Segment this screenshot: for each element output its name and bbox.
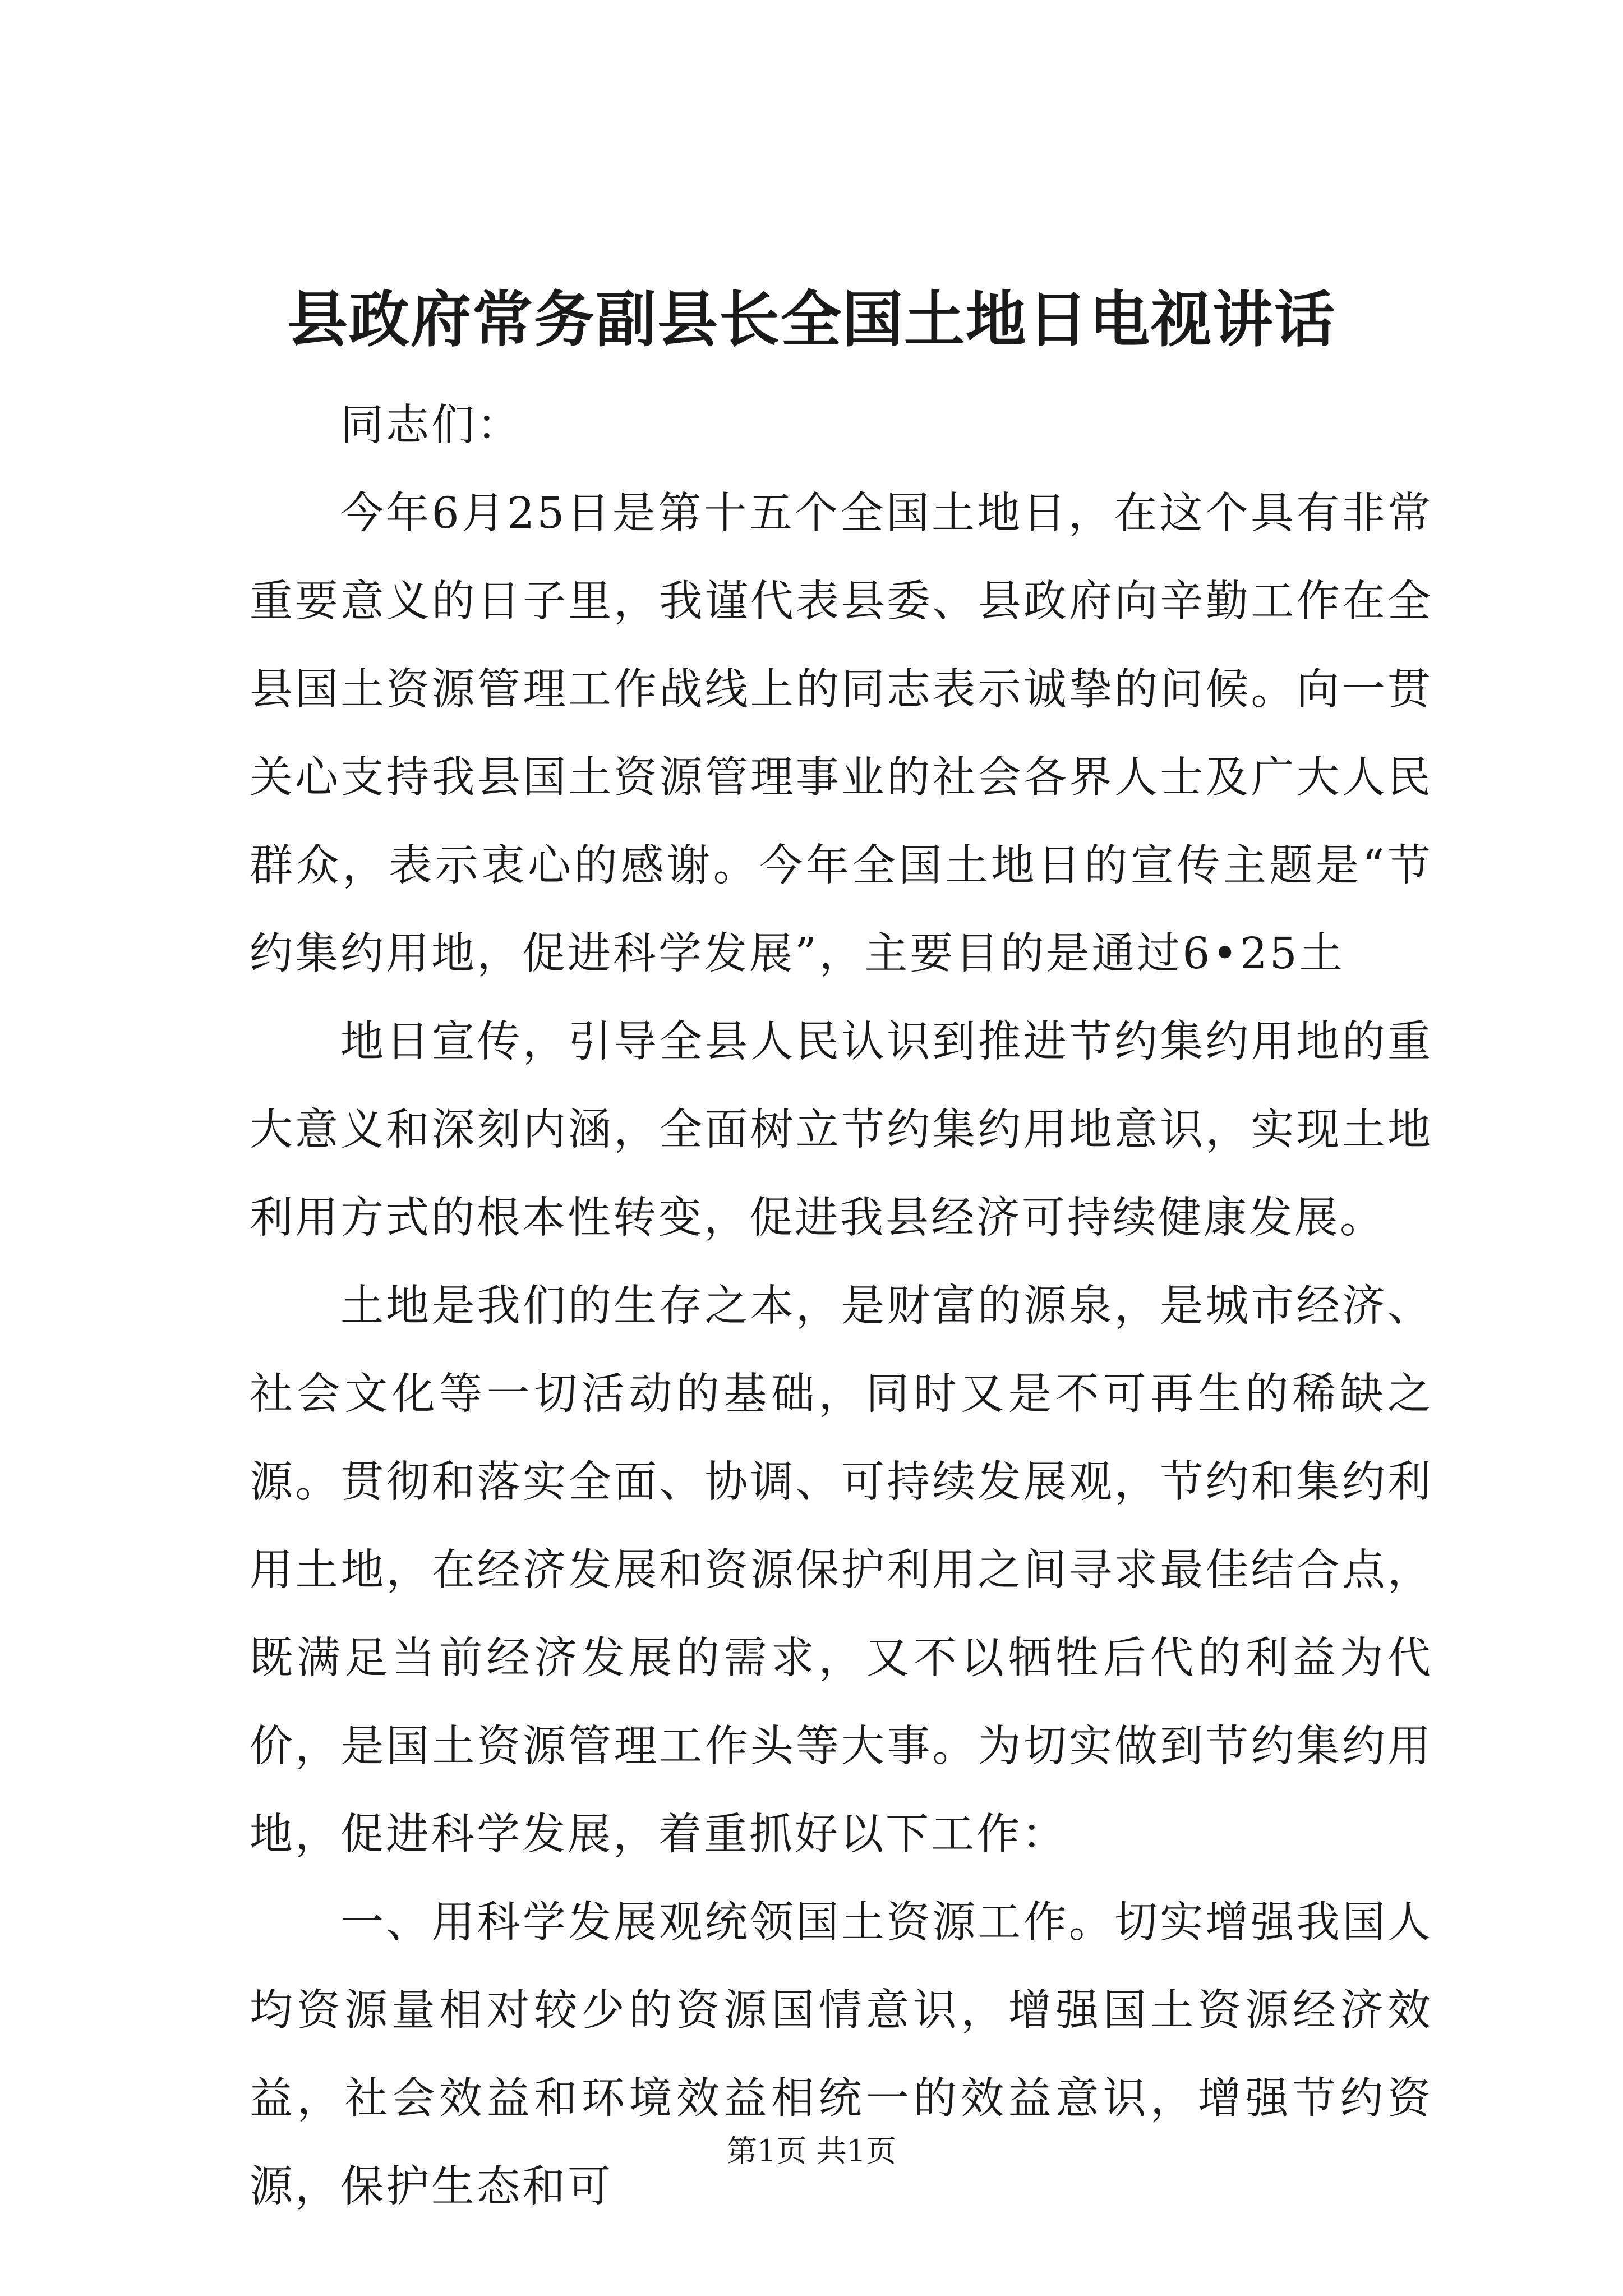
document-title: 县政府常务副县长全国土地日电视讲话 <box>287 284 1336 355</box>
page-number-footer: 第1页 共1页 <box>727 2133 896 2169</box>
body-paragraph: 地日宣传，引导全县人民认识到推进节约集约用地的重大意义和深刻内涵，全面树立节约集约用地意识，实现土地利用方式的根本性转变，促进我县经济可持续健康发展。 <box>250 1017 1433 1243</box>
body-paragraph: 一、用科学发展观统领国土资源工作。切实增强我国人均资源量相对较少的资源国情意识，增强国土资源经济效益，社会效益和环境效益相统一的效益意识，增强节约资源，保护生态和可 <box>250 1898 1433 2212</box>
salutation-paragraph: 同志们： <box>340 401 522 450</box>
body-paragraph: 今年6月25日是第十五个全国土地日，在这个具有非常重要意义的日子里，我谨代表县委、县政府向辛勤工作在全县国土资源管理工作战线上的同志表示诚挚的问候。向一贯关心支持我县国土资源管理事业的社会各界人士及广大人民群众，表示衷心的感谢。今年全国土地日的宣传主题是“节约集约用地，促进科学发展”，主要目的是通过6•25土 <box>250 489 1433 979</box>
document-body <box>250 381 1433 2231</box>
body-paragraph: 土地是我们的生存之本，是财富的源泉，是城市经济、社会文化等一切活动的基础，同时又是不可再生的稀缺之源。贯彻和落实全面、协调、可持续发展观，节约和集约利用土地，在经济发展和资源保护利用之间寻求最佳结合点，既满足当前经济发展的需求，又不以牺牲后代的利益为代价，是国土资源管理工作头等大事。为切实做到节约集约用地，促进科学发展，着重抓好以下工作： <box>250 1281 1433 1860</box>
